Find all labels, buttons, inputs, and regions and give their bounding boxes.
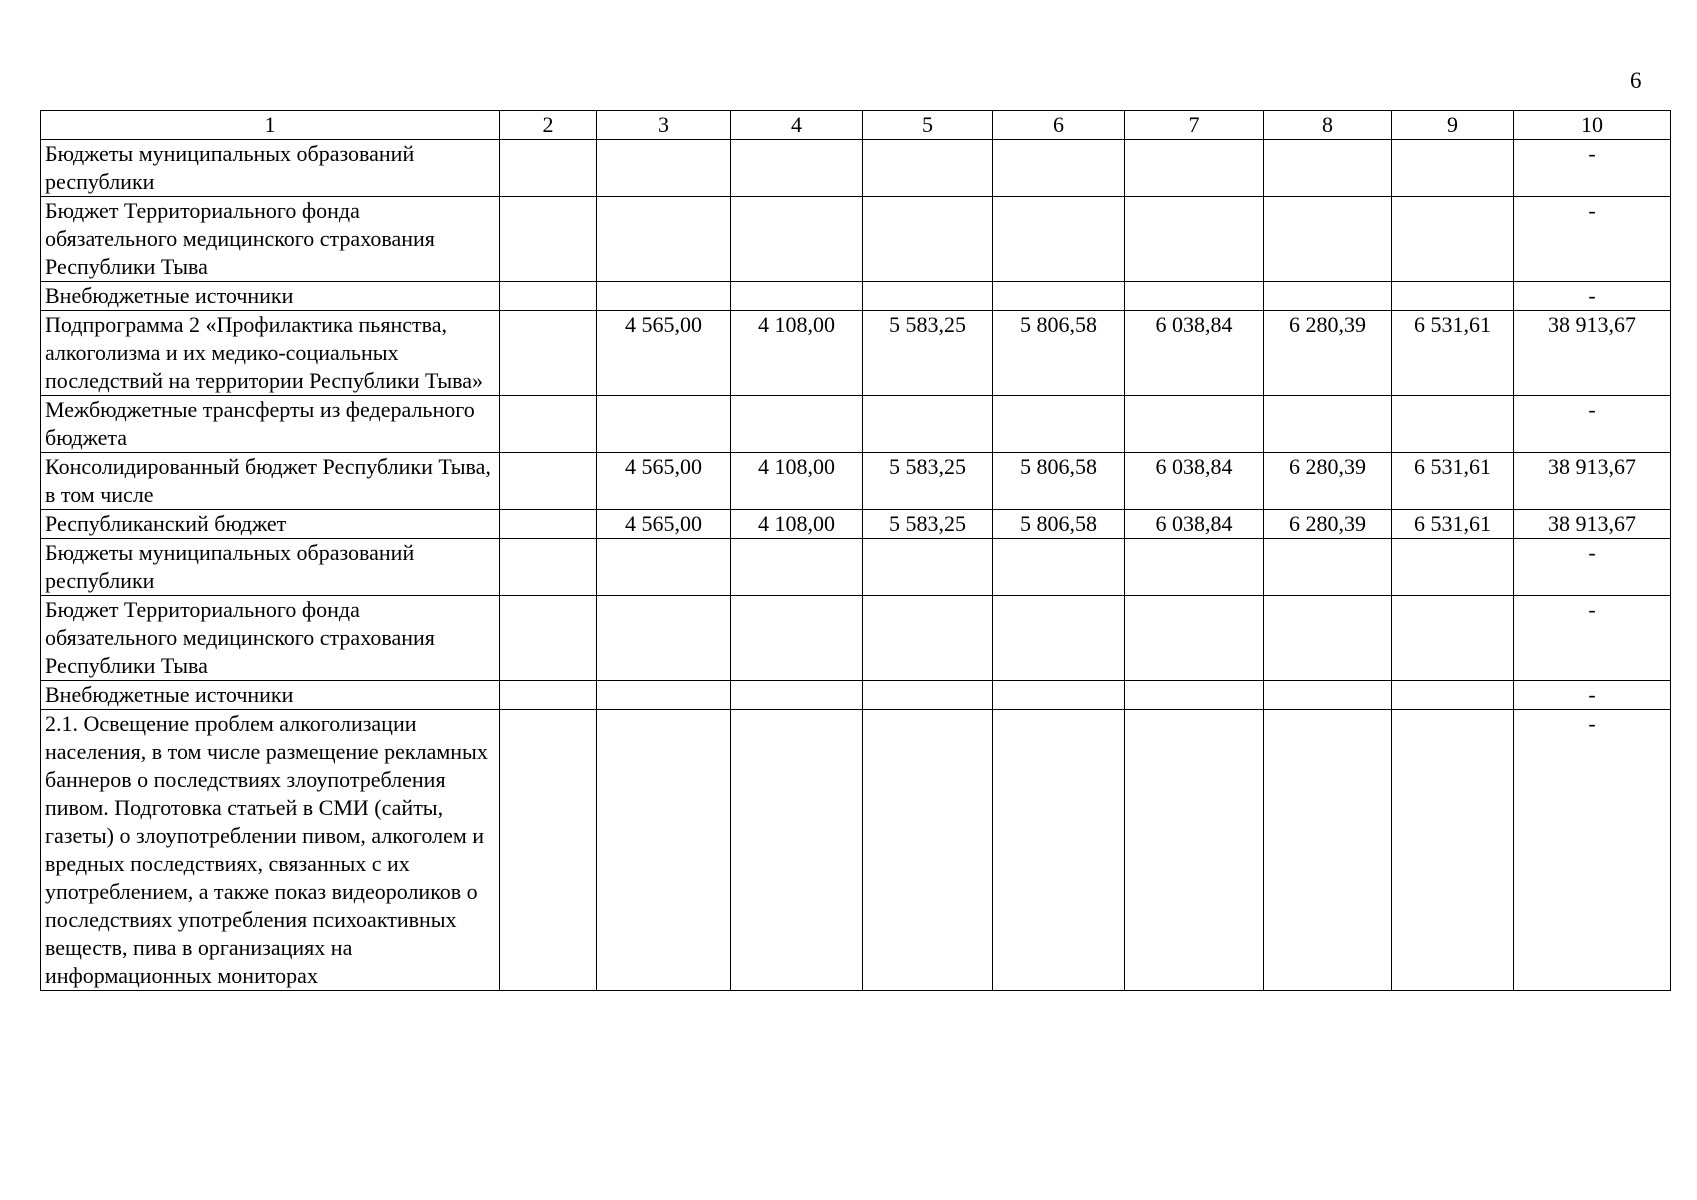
value-cell (500, 510, 597, 539)
value-cell (1125, 596, 1264, 681)
value-cell (1392, 197, 1514, 282)
table-row (41, 453, 1671, 510)
value-cell (731, 539, 863, 596)
column-header: 7 (1125, 111, 1264, 140)
value-cell (1264, 140, 1392, 197)
table-header (41, 111, 1671, 140)
value-cell (1392, 681, 1514, 710)
value-cell (1125, 710, 1264, 991)
value-cell: 5 806,58 (993, 453, 1125, 510)
row-label: Межбюджетные трансферты из федерального бюджета (41, 396, 500, 453)
table-body (41, 140, 1671, 991)
value-cell: 38 913,67 (1514, 453, 1671, 510)
column-header: 4 (731, 111, 863, 140)
value-cell (731, 710, 863, 991)
budget-table (40, 110, 1671, 991)
value-cell: - (1514, 539, 1671, 596)
value-cell (500, 282, 597, 311)
value-cell (1125, 197, 1264, 282)
value-cell (1392, 396, 1514, 453)
table-row (41, 197, 1671, 282)
table-row (41, 282, 1671, 311)
value-cell: 6 531,61 (1392, 510, 1514, 539)
value-cell (993, 539, 1125, 596)
value-cell (863, 710, 993, 991)
value-cell: 38 913,67 (1514, 510, 1671, 539)
row-label: Бюджет Территориального фонда обязательного медицинского страхования Республики Тыва (41, 596, 500, 681)
row-label: Бюджет Территориального фонда обязательного медицинского страхования Республики Тыва (41, 197, 500, 282)
value-cell: 6 038,84 (1125, 453, 1264, 510)
value-cell: 6 280,39 (1264, 510, 1392, 539)
column-header: 8 (1264, 111, 1392, 140)
header-row (41, 111, 1671, 140)
value-cell (993, 681, 1125, 710)
value-cell (731, 197, 863, 282)
value-cell (731, 596, 863, 681)
value-cell (1264, 197, 1392, 282)
column-header: 6 (993, 111, 1125, 140)
value-cell (1264, 596, 1392, 681)
value-cell (500, 311, 597, 396)
value-cell (1392, 710, 1514, 991)
value-cell: 38 913,67 (1514, 311, 1671, 396)
table-row (41, 539, 1671, 596)
value-cell (1125, 539, 1264, 596)
value-cell: - (1514, 197, 1671, 282)
table-row (41, 140, 1671, 197)
value-cell: 4 565,00 (597, 453, 731, 510)
value-cell: - (1514, 140, 1671, 197)
row-label: Внебюджетные источники (41, 282, 500, 311)
value-cell (731, 681, 863, 710)
value-cell (500, 539, 597, 596)
value-cell (500, 681, 597, 710)
page-number: 6 (1630, 68, 1642, 93)
row-label: Консолидированный бюджет Республики Тыва, в том числе (41, 453, 500, 510)
value-cell (1264, 396, 1392, 453)
value-cell: 5 583,25 (863, 453, 993, 510)
value-cell (993, 396, 1125, 453)
value-cell (597, 681, 731, 710)
value-cell: 6 280,39 (1264, 453, 1392, 510)
value-cell: - (1514, 710, 1671, 991)
table-row (41, 396, 1671, 453)
value-cell (597, 596, 731, 681)
value-cell: 6 531,61 (1392, 311, 1514, 396)
value-cell (863, 539, 993, 596)
value-cell: 4 108,00 (731, 453, 863, 510)
value-cell (731, 140, 863, 197)
row-label: Республиканский бюджет (41, 510, 500, 539)
row-label: Подпрограмма 2 «Профилактика пьянства, алкоголизма и их медико-социальных последствий на территории Республики Тыва» (41, 311, 500, 396)
value-cell (863, 197, 993, 282)
value-cell: 4 565,00 (597, 510, 731, 539)
value-cell (1392, 596, 1514, 681)
value-cell (597, 396, 731, 453)
value-cell (993, 197, 1125, 282)
value-cell (731, 396, 863, 453)
value-cell: 4 108,00 (731, 311, 863, 396)
value-cell (1125, 681, 1264, 710)
row-label: Бюджеты муниципальных образований республики (41, 140, 500, 197)
value-cell (500, 396, 597, 453)
value-cell (863, 140, 993, 197)
value-cell (1125, 396, 1264, 453)
value-cell: 5 806,58 (993, 311, 1125, 396)
value-cell (500, 710, 597, 991)
value-cell (993, 282, 1125, 311)
value-cell (1264, 282, 1392, 311)
value-cell (1392, 282, 1514, 311)
row-label: Бюджеты муниципальных образований республики (41, 539, 500, 596)
value-cell (1125, 282, 1264, 311)
value-cell (993, 710, 1125, 991)
row-label: 2.1. Освещение проблем алкоголизации населения, в том числе размещение рекламных баннеров о последствиях злоупотребления пивом. Подготовка статьей в СМИ (сайты, газеты) о злоупотреблении пивом, алкоголем и вредных последствиях, связанных с их употреблением, а также показ видеороликов о последствиях употребления психоактивных веществ, пива в организациях на информационных мониторах (41, 710, 500, 991)
value-cell (597, 282, 731, 311)
value-cell: - (1514, 282, 1671, 311)
value-cell (500, 596, 597, 681)
table-row (41, 510, 1671, 539)
value-cell: 4 565,00 (597, 311, 731, 396)
table-row (41, 710, 1671, 991)
value-cell (863, 681, 993, 710)
value-cell: 6 531,61 (1392, 453, 1514, 510)
value-cell: 6 038,84 (1125, 510, 1264, 539)
value-cell (1125, 140, 1264, 197)
value-cell: 5 583,25 (863, 311, 993, 396)
column-header: 1 (41, 111, 500, 140)
column-header: 10 (1514, 111, 1671, 140)
column-header: 2 (500, 111, 597, 140)
column-header: 3 (597, 111, 731, 140)
row-label: Внебюджетные источники (41, 681, 500, 710)
value-cell (731, 282, 863, 311)
value-cell (1264, 710, 1392, 991)
value-cell (863, 396, 993, 453)
value-cell (1264, 539, 1392, 596)
value-cell (597, 140, 731, 197)
value-cell (597, 539, 731, 596)
table-row (41, 311, 1671, 396)
value-cell (1264, 681, 1392, 710)
column-header: 5 (863, 111, 993, 140)
value-cell (500, 453, 597, 510)
value-cell (993, 140, 1125, 197)
value-cell: 6 038,84 (1125, 311, 1264, 396)
value-cell: 6 280,39 (1264, 311, 1392, 396)
value-cell: - (1514, 596, 1671, 681)
value-cell (500, 140, 597, 197)
value-cell (993, 596, 1125, 681)
value-cell (597, 710, 731, 991)
value-cell (863, 282, 993, 311)
table-row (41, 681, 1671, 710)
column-header: 9 (1392, 111, 1514, 140)
value-cell (1392, 140, 1514, 197)
table-row (41, 596, 1671, 681)
value-cell (500, 197, 597, 282)
value-cell: 5 806,58 (993, 510, 1125, 539)
value-cell (863, 596, 993, 681)
value-cell: - (1514, 681, 1671, 710)
value-cell: 5 583,25 (863, 510, 993, 539)
value-cell: - (1514, 396, 1671, 453)
value-cell: 4 108,00 (731, 510, 863, 539)
value-cell (597, 197, 731, 282)
value-cell (1392, 539, 1514, 596)
